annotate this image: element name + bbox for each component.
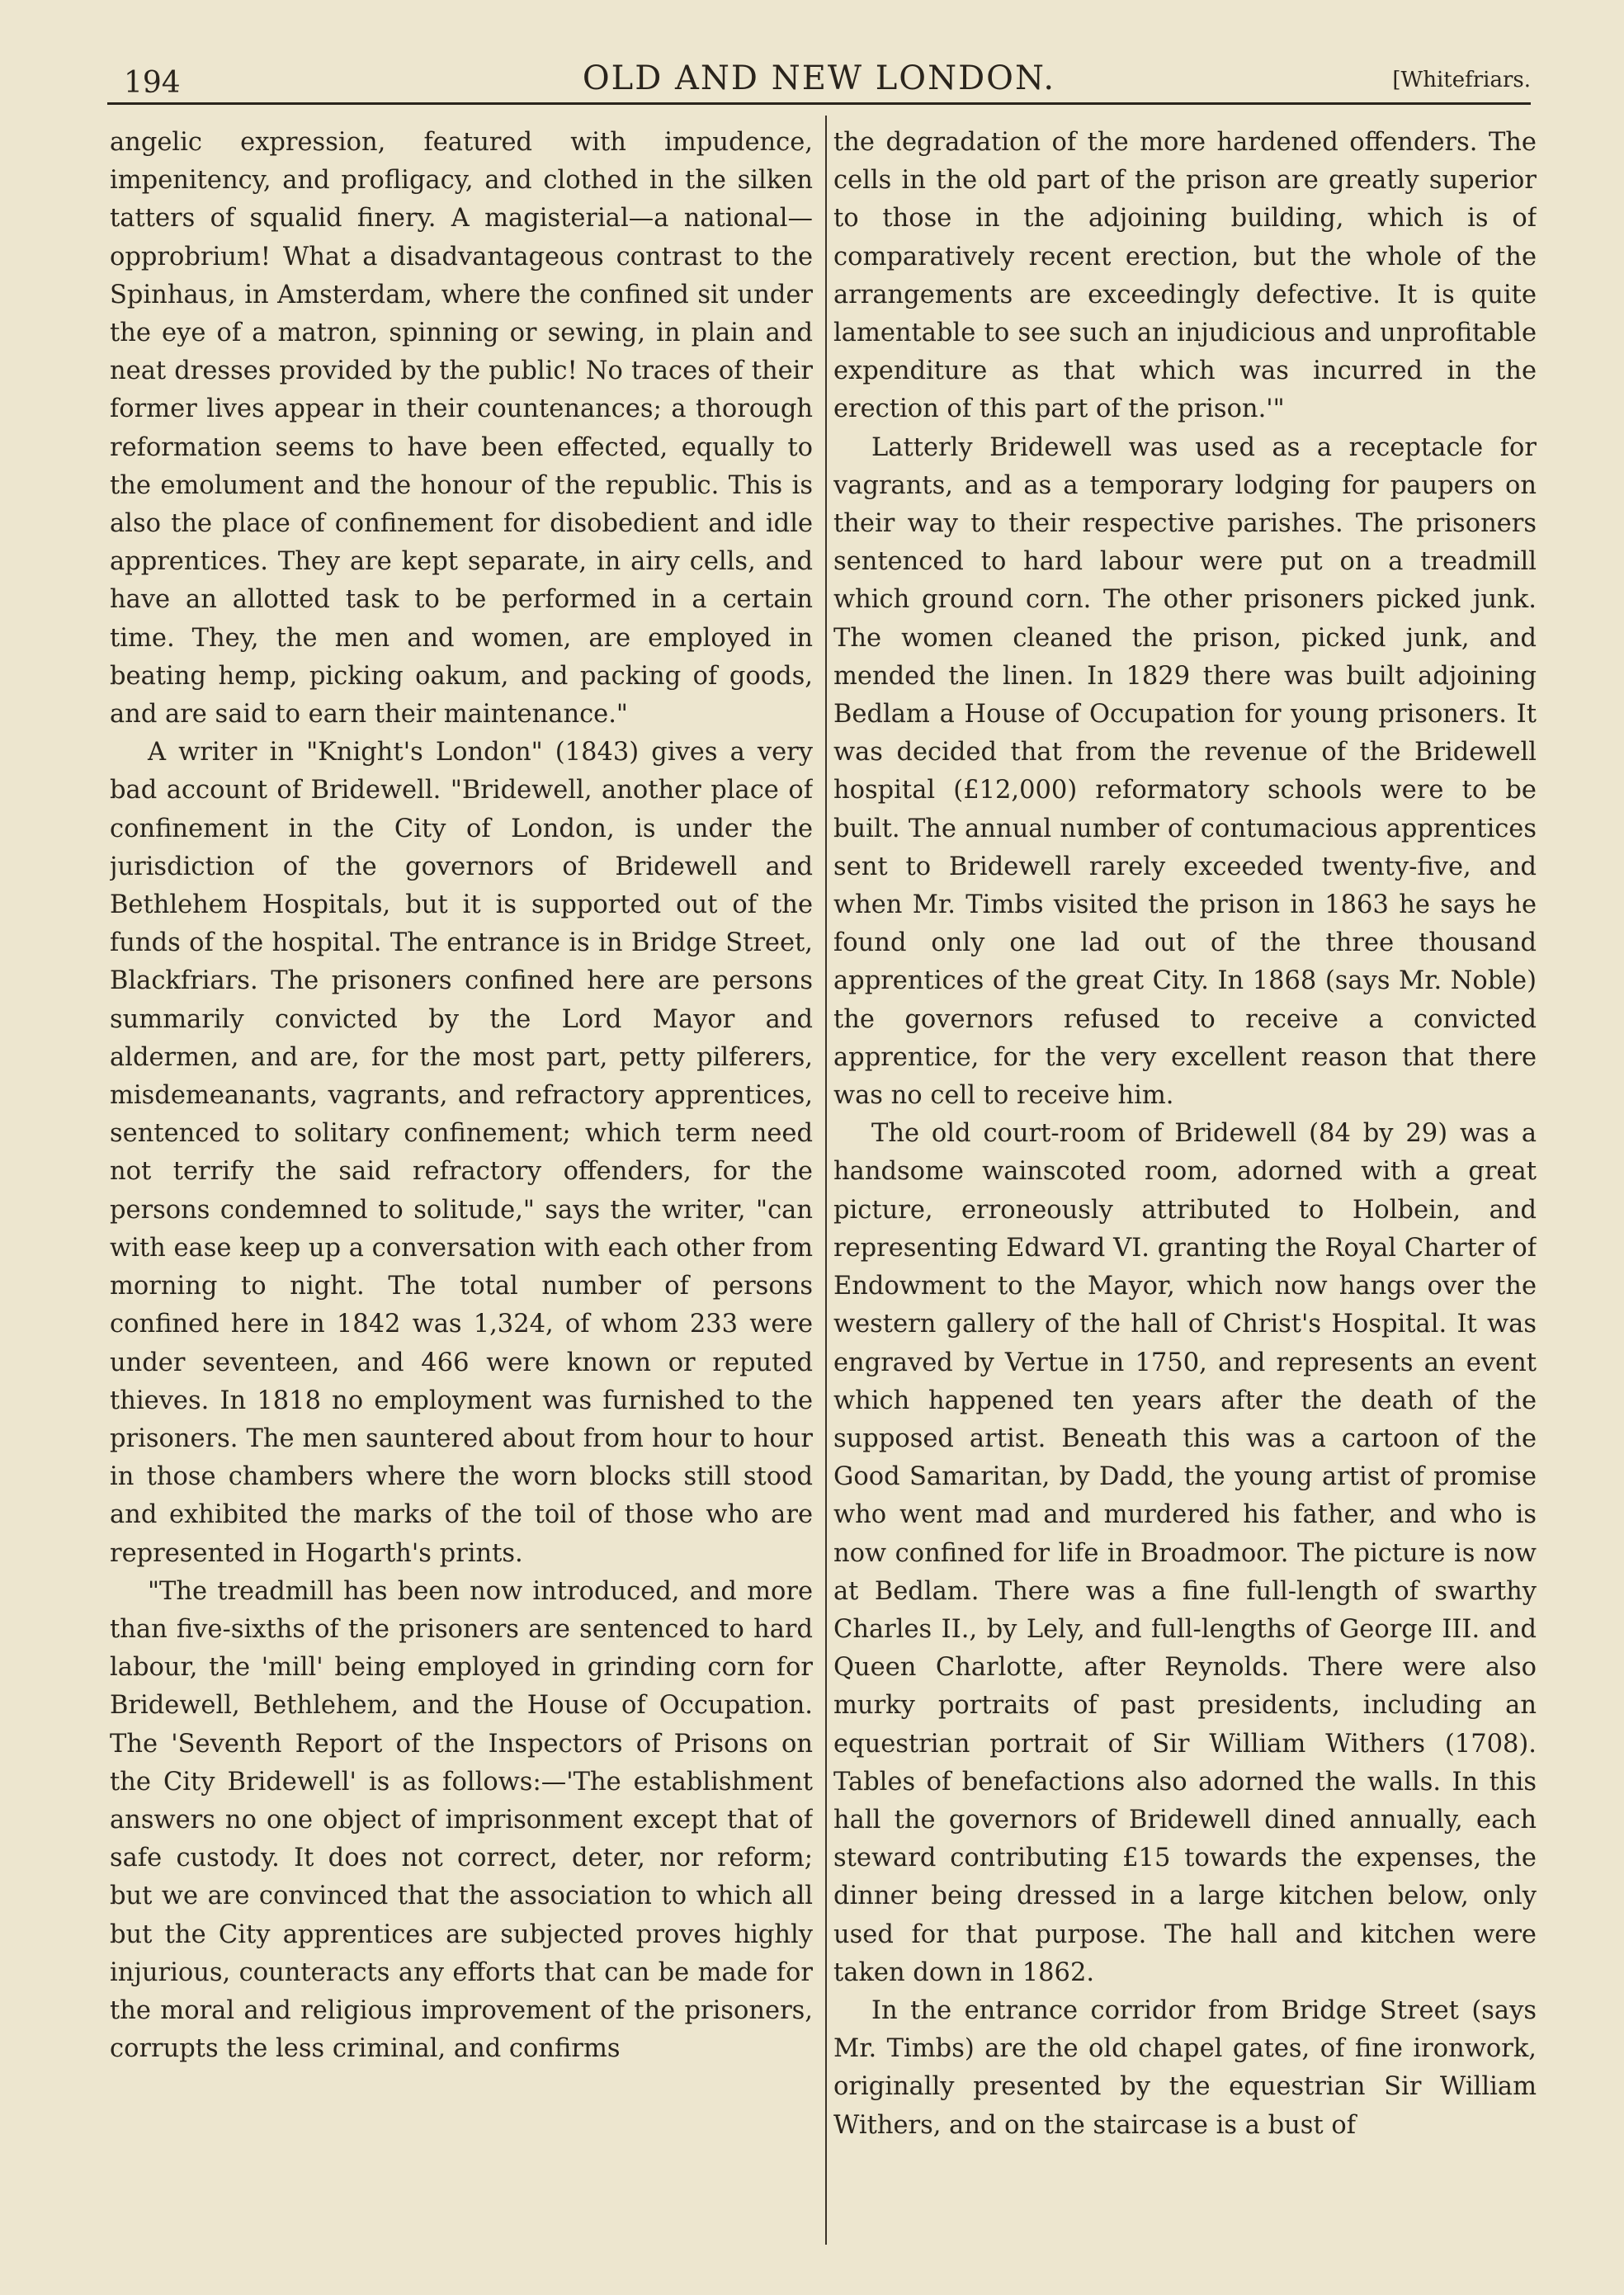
paragraph: angelic expression, featured with impudence, impenitency, and profligacy, and clothed in the silken tatters of squalid finery. A magisterial—a national—opprobrium! What a disadvantageous contrast to the Spinhaus, in Amsterdam, where the confined sit under the eye of a matron, spinning or sewing, in plain and neat dresses provided by the public! No traces of their former lives appear in their countenances; a thorough reformation seems to have been effected, equally to the emolument and the honour of the republic. This is also the place of confinement for disobedient and idle apprentices. They are kept separate, in airy cells, and have an allotted task to be performed in a certain time. They, the men and women, are employed in beating hemp, picking oakum, and packing of goods, and are said to earn their maintenance."	[110, 128, 813, 730]
section-tag: [Whitefriars.	[1392, 68, 1531, 92]
left-column	[110, 124, 813, 2261]
paragraph: "The treadmill has been now introduced, and more than five-sixths of the prisoners are sentenced to hard labour, the 'mill' being employed in grinding corn for Bridewell, Bethlehem, and the House of Occupation. The 'Seventh Report of the Inspectors of Prisons on the City Bridewell' is as follows:—'The establishment answers no one object of imprisonment except that of safe custody. It does not correct, deter, nor reform; but we are convinced that the association to which all but the City apprentices are subjected proves highly injurious, counteracts any efforts that can be made for the moral and religious improvement of the prisoners, corrupts the less criminal, and confirms	[110, 1576, 813, 2064]
page-header	[107, 54, 1531, 101]
paragraph: the degradation of the more hardened offenders. The cells in the old part of the prison are greatly superior to those in the adjoining building, which is of comparatively recent erection, but the whole of the arrangements are exceedingly defective. It is quite lamentable to see such an injudicious and unprofitable expenditure as that which was incurred in the erection of this part of the prison.'"	[833, 128, 1537, 424]
paragraph: Latterly Bridewell was used as a receptacle for vagrants, and as a temporary lodging for paupers on their way to their respective parishes. The prisoners sentenced to hard labour were put on a treadmill which ground corn. The other prisoners picked junk. The women cleaned the prison, picked junk, and mended the linen. In 1829 there was built adjoining Bedlam a House of Occupation for young prisoners. It was decided that from the revenue of the Bridewell hospital (£12,000) reformatory schools were to be built. The annual number of contumacious apprentices sent to Bridewell rarely exceeded twenty-five, and when Mr. Timbs visited the prison in 1863 he says he found only one lad out of the three thousand apprentices of the great City. In 1868 (says Mr. Noble) the governors refused to receive a convicted apprentice, for the very excellent reason that there was no cell to receive him.	[833, 432, 1537, 1111]
header-rule	[107, 102, 1531, 105]
paragraph: The old court-room of Bridewell (84 by 29) was a handsome wainscoted room, adorned with a great picture, erroneously attributed to Holbein, and representing Edward VI. granting the Royal Charter of Endowment to the Mayor, which now hangs over the western gallery of the hall of Christ's Hospital. It was engraved by Vertue in 1750, and represents an event which happened ten years after the death of the supposed artist. Beneath this was a cartoon of the Good Samaritan, by Dadd, the young artist of promise who went mad and murdered his father, and who is now confined for life in Broadmoor. The picture is now at Bedlam. There was a fine full-length of swarthy Charles II., by Lely, and full-lengths of George III. and Queen Charlotte, after Reynolds. There were also murky portraits of past presidents, including an equestrian portrait of Sir William Withers (1708). Tables of benefactions also adorned the walls. In this hall the governors of Bridewell dined annually, each steward contributing £15 towards the expenses, the dinner being dressed in a large kitchen below, only used for that purpose. The hall and kitchen were taken down in 1862.	[833, 1119, 1537, 1987]
running-title: OLD AND NEW LONDON.	[582, 59, 1056, 97]
page-number: 194	[124, 66, 181, 100]
column-divider	[825, 116, 827, 2245]
paragraph: In the entrance corridor from Bridge Street (says Mr. Timbs) are the old chapel gates, of fine ironwork, originally presented by the equestrian Sir William Withers, and on the staircase is a bust of	[833, 1995, 1537, 2140]
paragraph: A writer in "Knight's London" (1843) gives a very bad account of Bridewell. "Bridewell, another place of confinement in the City of London, is under the jurisdiction of the governors of Bridewell and Bethlehem Hospitals, but it is supported out of the funds of the hospital. The entrance is in Bridge Street, Blackfriars. The prisoners confined here are persons summarily convicted by the Lord Mayor and aldermen, and are, for the most part, petty pilferers, misdemeanants, vagrants, and refractory apprentices, sentenced to solitary confinement; which term need not terrify the said refractory offenders, for the persons condemned to solitude," says the writer, "can with ease keep up a conversation with each other from morning to night. The total number of persons confined here in 1842 was 1,324, of whom 233 were under seventeen, and 466 were known or reputed thieves. In 1818 no employment was furnished to the prisoners. The men sauntered about from hour to hour in those chambers where the worn blocks still stood and exhibited the marks of the toil of those who are represented in Hogarth's prints.	[110, 738, 813, 1568]
right-column	[833, 124, 1537, 2261]
